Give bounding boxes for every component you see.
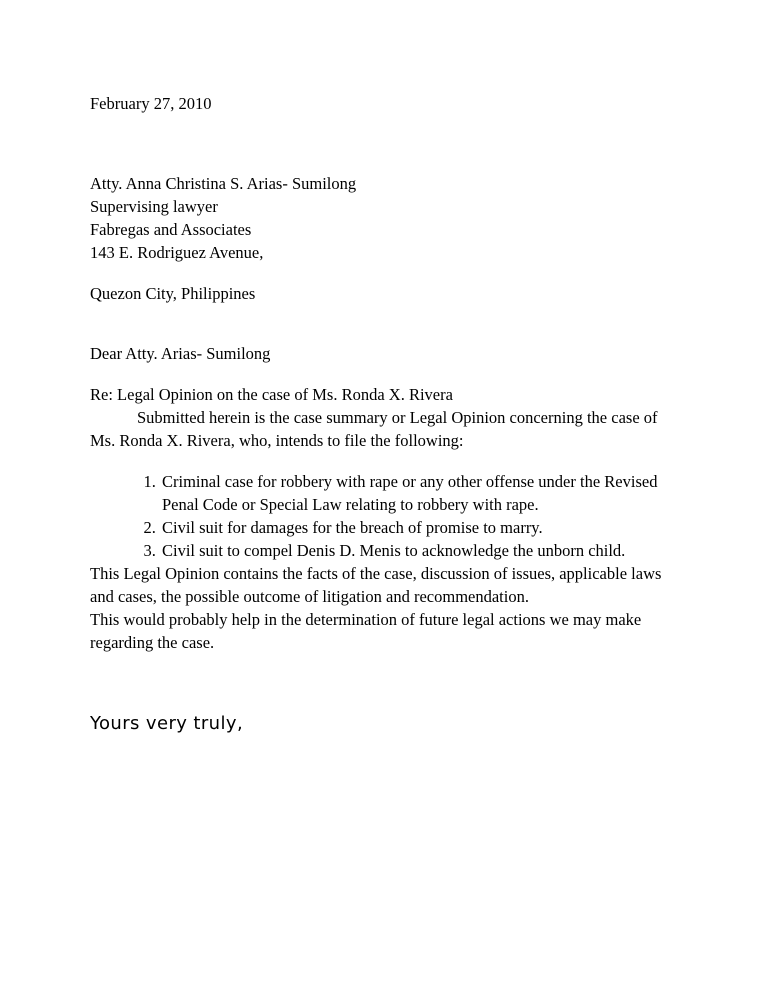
recipient-address-block (90, 172, 680, 264)
list-item-civil-damages: 2. Civil suit for damages for the breach of promise to marry. (160, 516, 672, 539)
recipient-title: Supervising lawyer (90, 197, 218, 216)
recipient-firm: Fabregas and Associates (90, 220, 252, 239)
paragraph-contents: This Legal Opinion contains the facts of the case, discussion of issues, applicable laws and cases, the possible outcome of litigation and recommendation. (90, 564, 662, 606)
intro-paragraph: Submitted herein is the case summary or Legal Opinion concerning the case of Ms. Ronda X. Rivera, who, intends to file the following: (90, 408, 658, 450)
closing-phrase: Yours very truly, (90, 713, 244, 734)
letter-date: February 27, 2010 (90, 94, 212, 113)
recipient-name: Atty. Anna Christina S. Arias- Sumilong (90, 174, 357, 193)
recipient-city: Quezon City, Philippines (90, 284, 256, 303)
paragraph-purpose: This would probably help in the determination of future legal actions we may make regarding the case. (90, 610, 642, 652)
list-item-civil-acknowledge-child: 3. Civil suit to compel Denis D. Menis to acknowledge the unborn child. (160, 539, 672, 562)
subject-line: Re: Legal Opinion on the case of Ms. Ronda X. Rivera (90, 385, 453, 404)
salutation: Dear Atty. Arias- Sumilong (90, 344, 271, 363)
list-item-criminal-case: 1. Criminal case for robbery with rape or any other offense under the Revised Penal Code or Special Law relating to robbery with rape. (160, 470, 672, 516)
case-list (90, 470, 672, 562)
recipient-street: 143 E. Rodriguez Avenue, (90, 243, 264, 262)
